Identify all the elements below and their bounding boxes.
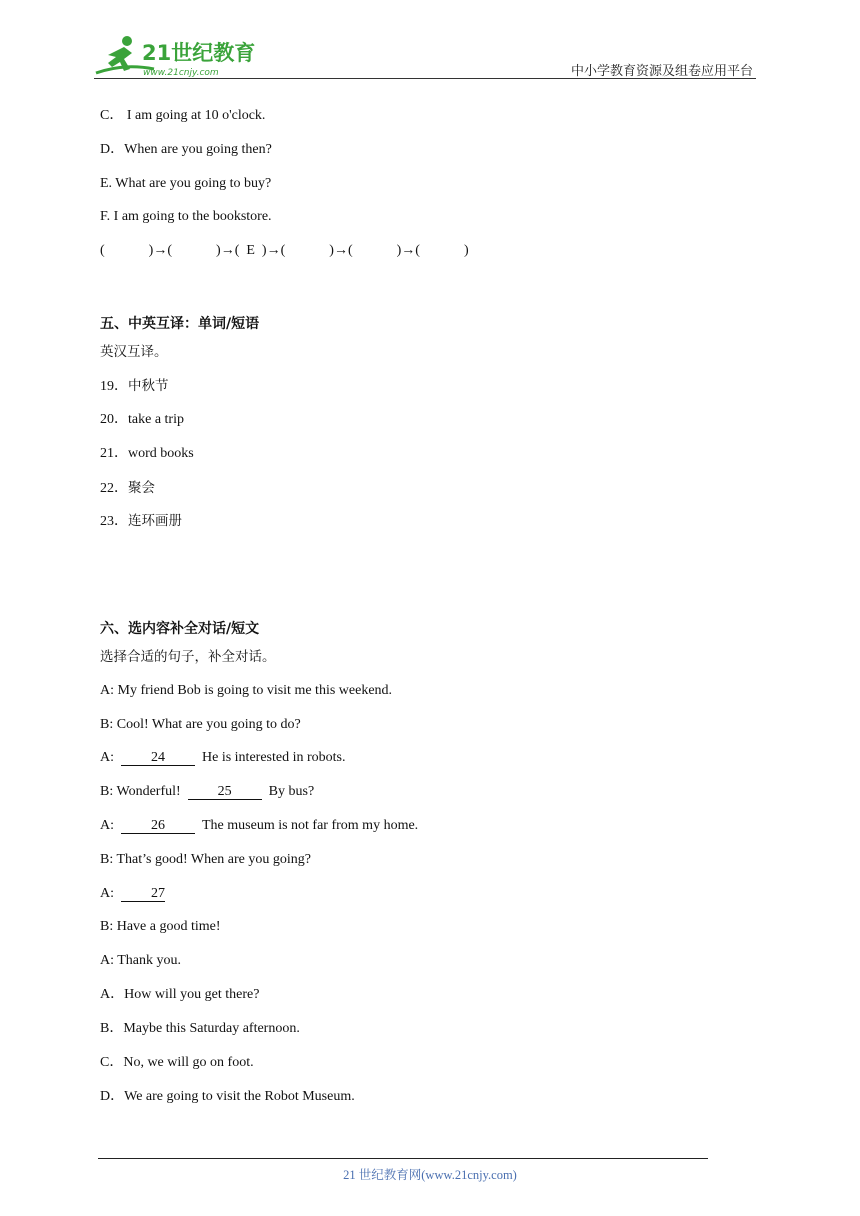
blank-24[interactable]: 24 — [121, 750, 195, 766]
arrow: → — [220, 243, 235, 258]
question-19: 19．中秋节 — [100, 378, 169, 394]
dialogue-line-3: A: 24 He is interested in robots. — [100, 750, 346, 765]
answer-slot-5[interactable]: ( ) — [347, 243, 402, 258]
ordering-option-e: E. What are you going to buy? — [100, 176, 272, 191]
section-5-title: 五、中英互译：单词/短语 — [100, 316, 260, 332]
logo-text: 21世纪教育 — [142, 41, 256, 65]
dialogue-line-4: B: Wonderful! 25 By bus? — [100, 784, 315, 799]
site-logo — [94, 33, 264, 79]
dialogue-line-2: B: Cool! What are you going to do? — [100, 717, 301, 732]
arrow: → — [153, 243, 168, 258]
section-6-title: 六、选内容补全对话/短文 — [100, 621, 260, 637]
choice-d: D．We are going to visit the Robot Museum. — [100, 1089, 355, 1104]
question-23: 23．连环画册 — [100, 513, 182, 529]
dialogue-line-6: B: That’s good! When are you going? — [100, 852, 311, 867]
ordering-option-d: D．When are you going then? — [100, 142, 272, 157]
runner-logo-icon — [94, 33, 264, 79]
choice-c: C．No, we will go on foot. — [100, 1055, 254, 1070]
section-6-instruction: 选择合适的句子，补全对话。 — [100, 649, 276, 665]
footer-divider — [98, 1158, 708, 1159]
answer-slot-6[interactable]: ( ) — [415, 243, 469, 258]
choice-b: B．Maybe this Saturday afternoon. — [100, 1021, 300, 1036]
arrow: → — [266, 243, 281, 258]
choice-a: A．How will you get there? — [100, 987, 260, 1002]
footer-link[interactable]: 21 世纪教育网(www.21cnjy.com) — [343, 1168, 517, 1182]
dialogue-line-9: A: Thank you. — [100, 953, 182, 968]
logo-url: www.21cnjy.com — [143, 68, 219, 78]
answer-slot-1[interactable]: ( ) — [100, 243, 154, 258]
header-platform-text: 中小学教育资源及组卷应用平台 — [571, 64, 754, 79]
question-22: 22．聚会 — [100, 480, 155, 496]
arrow: → — [333, 243, 348, 258]
answer-slot-2[interactable]: ( ) — [167, 243, 221, 258]
question-21: 21．word books — [100, 446, 194, 461]
blank-27[interactable]: 27 — [121, 886, 165, 902]
question-20: 20．take a trip — [100, 412, 184, 427]
answer-slot-given: ( E ) — [234, 243, 267, 258]
header-divider — [94, 78, 756, 79]
answer-slot-4[interactable]: ( ) — [280, 243, 334, 258]
arrow: → — [401, 243, 416, 258]
ordering-option-f: F. I am going to the bookstore. — [100, 209, 272, 224]
blank-25[interactable]: 25 — [188, 784, 262, 800]
dialogue-line-1: A: My friend Bob is going to visit me this weekend. — [100, 683, 393, 698]
dialogue-line-8: B: Have a good time! — [100, 919, 221, 934]
dialogue-line-5: A: 26 The museum is not far from my home. — [100, 818, 419, 833]
dialogue-line-7: A: 27 — [100, 886, 165, 901]
section-5-instruction: 英汉互译。 — [100, 344, 168, 360]
blank-26[interactable]: 26 — [121, 818, 195, 834]
ordering-option-c: C． I am going at 10 o'clock. — [100, 108, 266, 123]
ordering-answer-row — [100, 242, 469, 260]
